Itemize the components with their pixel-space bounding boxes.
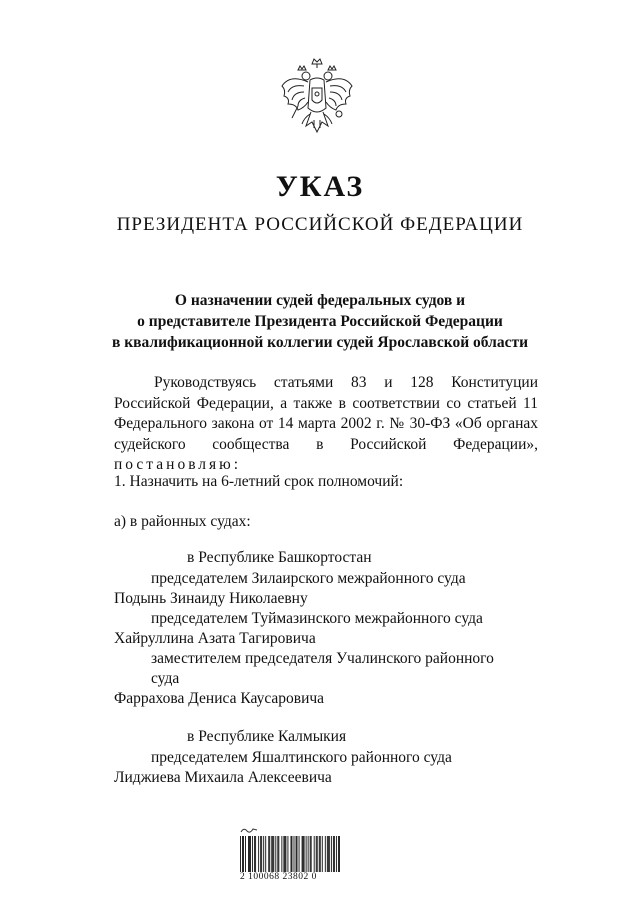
barcode-bar — [320, 836, 321, 872]
barcode-bar — [268, 836, 269, 872]
barcode-bar — [278, 836, 279, 872]
barcode-bar — [273, 836, 274, 872]
barcode-bar — [336, 836, 337, 872]
barcode-bar — [287, 836, 288, 872]
barcode-bar — [283, 836, 284, 872]
decree-heading — [60, 290, 580, 353]
signature-mark-icon — [240, 826, 258, 834]
barcode-bar — [255, 836, 256, 872]
barcode-bar — [252, 836, 253, 872]
barcode-bar — [248, 836, 249, 872]
barcode — [240, 836, 340, 872]
preamble-paragraph — [114, 373, 538, 476]
barcode-bar — [322, 836, 323, 872]
position-line: председателем Туймазинского межрайонного суда — [151, 610, 483, 627]
barcode-bar — [265, 836, 266, 872]
barcode-bar — [333, 836, 334, 872]
barcode-bar — [240, 836, 241, 872]
heading-line: в квалификационной коллегии судей Ярославской области — [111, 334, 529, 351]
barcode-bar — [260, 836, 261, 872]
barcode-bar — [319, 836, 320, 872]
barcode-bar — [339, 836, 340, 872]
appointee-name: Подынь Зинаиду Николаевну — [114, 590, 308, 607]
barcode-bar — [271, 836, 272, 872]
barcode-bar — [297, 836, 298, 872]
region-heading: в Республике Башкортостан — [187, 549, 372, 566]
barcode-bar — [249, 836, 250, 872]
heading-line: О назначении судей федеральных судов и — [174, 292, 466, 309]
position-line-continued: суда — [151, 670, 180, 687]
appointee-name: Лиджиева Михаила Алексеевича — [114, 769, 332, 786]
barcode-bar — [250, 836, 251, 872]
clause-a: а) в районных судах: — [114, 513, 251, 530]
barcode-bar — [269, 836, 270, 872]
barcode-bar — [272, 836, 273, 872]
barcode-bar — [261, 836, 262, 872]
barcode-bar — [338, 836, 339, 872]
barcode-bar — [328, 836, 329, 872]
barcode-bar — [245, 836, 246, 872]
barcode-bar — [277, 836, 278, 872]
heading-line: о представителе Президента Российской Федерации — [137, 313, 503, 330]
barcode-bar — [294, 836, 295, 872]
barcode-bar — [311, 836, 312, 872]
barcode-bar — [258, 836, 259, 872]
barcode-bar — [304, 836, 305, 872]
decree-word: постановляю: — [114, 456, 242, 473]
document-title: УКАЗ — [275, 170, 365, 203]
clause-1: 1. Назначить на 6-летний срок полномочий: — [114, 473, 404, 490]
barcode-bar — [303, 836, 304, 872]
barcode-bar — [284, 836, 285, 872]
appointee-name: Фаррахова Дениса Каусаровича — [114, 690, 325, 707]
barcode-bar — [327, 836, 328, 872]
barcode-bar — [306, 836, 307, 872]
barcode-bar — [314, 836, 315, 872]
barcode-bar — [242, 836, 243, 872]
barcode-bar — [285, 836, 286, 872]
document-subtitle: ПРЕЗИДЕНТА РОССИЙСКОЙ ФЕДЕРАЦИИ — [116, 214, 524, 235]
barcode-bar — [310, 836, 311, 872]
coat-of-arms-emblem — [276, 56, 358, 146]
barcode-bar — [329, 836, 330, 872]
preamble-text: Руководствуясь статьями 83 и 128 Конституции Российской Федерации, а также в соответствии со статьей 11 Федерального закона от 14 марта 2002 г. № 30-ФЗ «Об органах судейского сообщества в Российской Федерации», — [114, 374, 538, 453]
position-line: заместителем председателя Учалинского районного — [151, 650, 494, 667]
barcode-bar — [308, 836, 309, 872]
barcode-bar — [263, 836, 264, 872]
barcode-bar — [281, 836, 282, 872]
barcode-bar — [325, 836, 326, 872]
barcode-bar — [334, 836, 335, 872]
barcode-bar — [292, 836, 293, 872]
barcode-bar — [254, 836, 255, 872]
appointee-name: Хайруллина Азата Тагировича — [114, 630, 316, 647]
barcode-bar — [296, 836, 297, 872]
barcode-bar — [316, 836, 317, 872]
barcode-bar — [299, 836, 300, 872]
barcode-bar — [243, 836, 244, 872]
region-heading: в Республике Калмыкия — [187, 728, 347, 745]
position-line: председателем Зилаирского межрайонного суда — [151, 570, 466, 587]
barcode-bar — [317, 836, 318, 872]
barcode-bar — [275, 836, 276, 872]
barcode-bar — [331, 836, 332, 872]
barcode-bar — [291, 836, 292, 872]
barcode-bar — [302, 836, 303, 872]
barcode-number: 2 100068 23802 0 — [240, 872, 317, 882]
position-line: председателем Яшалтинского районного суда — [151, 749, 452, 766]
